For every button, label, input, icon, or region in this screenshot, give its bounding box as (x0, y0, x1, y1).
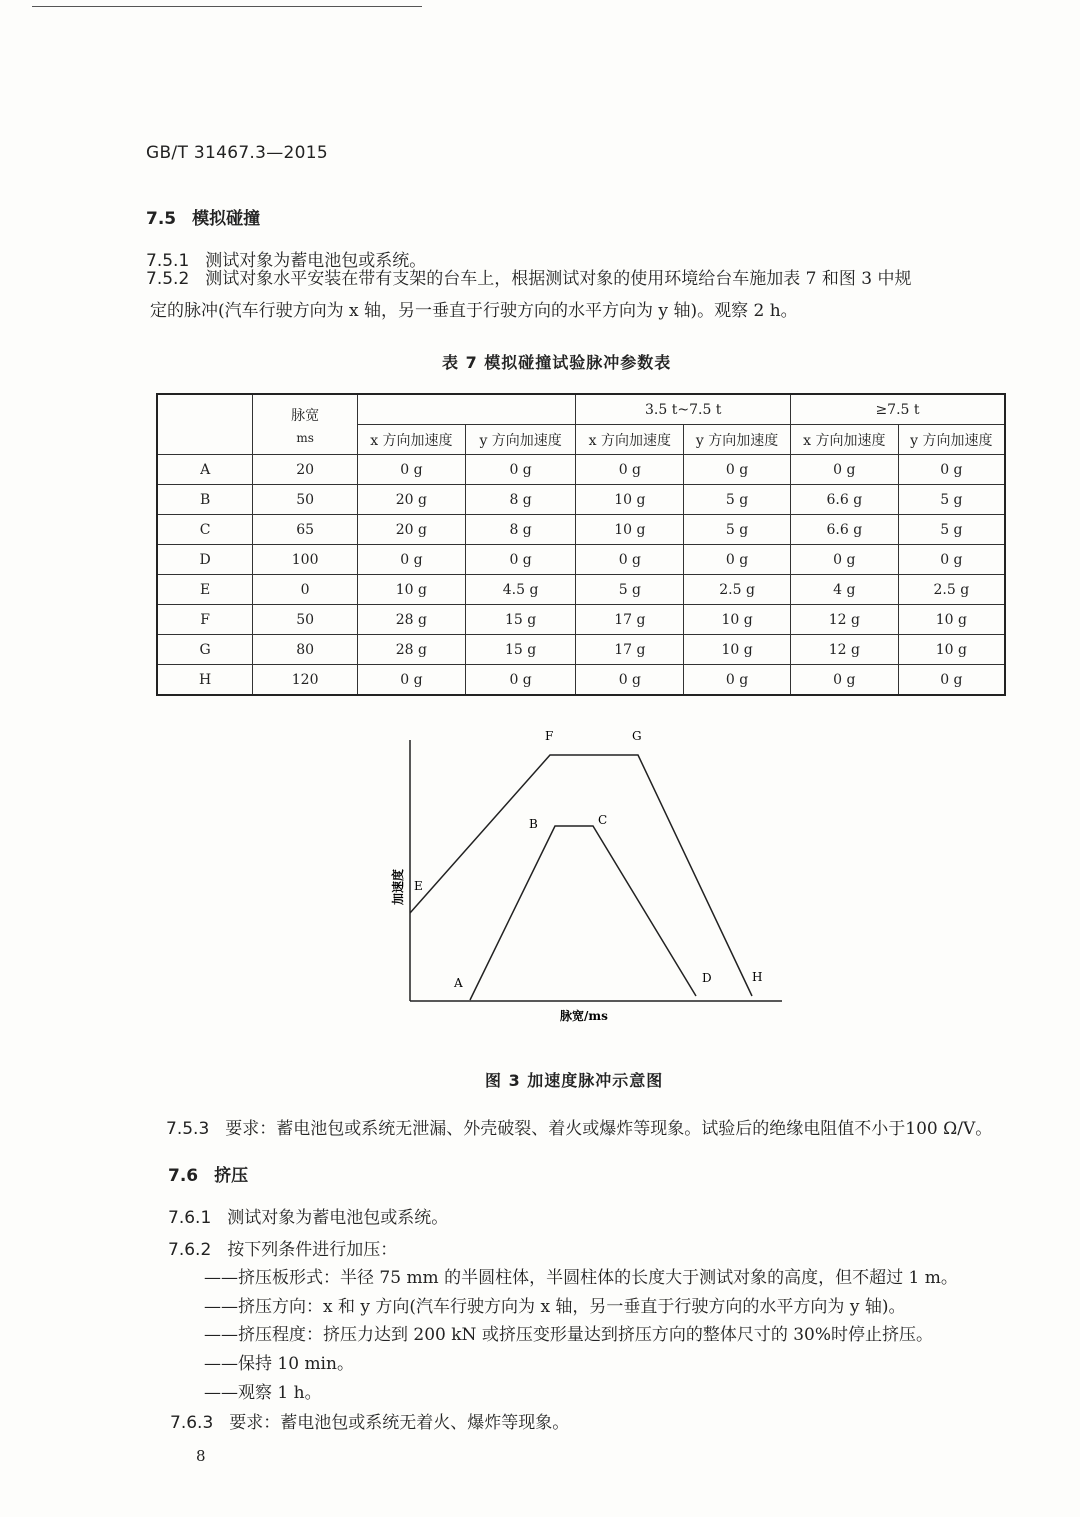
table-row (157, 605, 1005, 635)
table-cell-acceleration: 4 g (790, 575, 898, 605)
clause-7-6-1: 7.6.1 测试对象为蓄电池包或系统。 (168, 1208, 449, 1228)
table-cell-acceleration: 10 g (684, 635, 791, 665)
table-cell-acceleration: 0 g (576, 455, 684, 485)
table-cell-acceleration: 10 g (898, 605, 1005, 635)
table-cell-acceleration: 0 g (898, 455, 1005, 485)
clause-7-6-3: 7.6.3 要求：蓄电池包或系统无着火、爆炸等现象。 (170, 1413, 570, 1433)
sub-header-y: y 方向加速度 (465, 425, 576, 455)
table-cell-acceleration: 15 g (465, 605, 576, 635)
table-cell-acceleration: 5 g (684, 485, 791, 515)
sub-header-y: y 方向加速度 (898, 425, 1005, 455)
table-cell-acceleration: 10 g (684, 605, 791, 635)
pulse-abcd-line (470, 826, 696, 1000)
top-rule (32, 6, 422, 7)
table-cell-acceleration: 15 g (465, 635, 576, 665)
table-cell-acceleration: 20 g (358, 485, 466, 515)
point-label-f: F (545, 729, 554, 743)
point-label-a: A (454, 976, 463, 990)
table-cell-acceleration: 0 g (358, 455, 466, 485)
table-cell-acceleration: 0 g (358, 545, 466, 575)
clause-7-5-2: 7.5.2 测试对象水平安装在带有支架的台车上，根据测试对象的使用环境给台车施加表 7 和图 3 中规 (146, 269, 912, 289)
table-cell-acceleration: 8 g (465, 515, 576, 545)
table-cell-point: H (157, 665, 253, 696)
standard-id: GB/T 31467.3—2015 (146, 143, 329, 163)
table-cell-pulse-width: 50 (253, 485, 358, 515)
clause-7-5-2-cont: 定的脉冲(汽车行驶方向为 x 轴，另一垂直于行驶方向的水平方向为 y 轴)。观察 2 h。 (150, 301, 798, 321)
table-row (157, 635, 1005, 665)
table-cell-acceleration: 0 g (465, 455, 576, 485)
page-number: 8 (196, 1447, 206, 1465)
table-cell-acceleration: 6.6 g (790, 515, 898, 545)
table-row (157, 545, 1005, 575)
table-cell-acceleration: 12 g (790, 635, 898, 665)
table-cell-acceleration: 0 g (790, 665, 898, 696)
table-cell-acceleration: 0 g (358, 665, 466, 696)
table-cell-acceleration: 10 g (898, 635, 1005, 665)
sub-header-x: x 方向加速度 (576, 425, 684, 455)
table-cell-acceleration: 28 g (358, 635, 466, 665)
point-label-b: B (529, 817, 538, 831)
table-cell-acceleration: 5 g (898, 485, 1005, 515)
table-row (157, 515, 1005, 545)
list-item: ——保持 10 min。 (204, 1354, 354, 1374)
list-item: ——挤压板形式：半径 75 mm 的半圆柱体，半圆柱体的长度大于测试对象的高度，但不超过 1 m。 (204, 1268, 958, 1288)
sub-header-x: x 方向加速度 (358, 425, 466, 455)
table-cell-acceleration: 8 g (465, 485, 576, 515)
table-cell-acceleration: 17 g (576, 605, 684, 635)
table-cell-pulse-width: 65 (253, 515, 358, 545)
table-cell-pulse-width: 120 (253, 665, 358, 696)
figure-3-pulse-diagram (380, 720, 800, 1040)
figure-3-caption: 图 3 加速度脉冲示意图 (485, 1071, 664, 1090)
list-item: ——观察 1 h。 (204, 1383, 322, 1403)
table-cell-acceleration: 0 g (898, 665, 1005, 696)
clause-7-6-2: 7.6.2 按下列条件进行加压： (168, 1240, 398, 1260)
table-cell-acceleration: 10 g (358, 575, 466, 605)
point-label-h: H (752, 970, 763, 984)
table-cell-acceleration: 5 g (684, 515, 791, 545)
table-cell-acceleration: 0 g (790, 455, 898, 485)
table-cell-pulse-width: 100 (253, 545, 358, 575)
table-cell-acceleration: 0 g (465, 545, 576, 575)
table-cell-acceleration: 5 g (898, 515, 1005, 545)
table-cell-acceleration: 10 g (576, 515, 684, 545)
table-7 (156, 393, 1006, 696)
table-cell-acceleration: 5 g (576, 575, 684, 605)
sub-header-y: y 方向加速度 (684, 425, 791, 455)
pulse-efgh-line (410, 755, 752, 996)
table-cell-acceleration: 28 g (358, 605, 466, 635)
table-cell-point: G (157, 635, 253, 665)
table-cell-pulse-width: 50 (253, 605, 358, 635)
point-label-c: C (598, 813, 608, 827)
table-cell-acceleration: 12 g (790, 605, 898, 635)
point-label-g: G (632, 729, 642, 743)
table-cell-acceleration: 0 g (576, 545, 684, 575)
clause-7-5-3: 7.5.3 要求：蓄电池包或系统无泄漏、外壳破裂、着火或爆炸等现象。试验后的绝缘电阻值不小于100 Ω/V。 (166, 1119, 993, 1139)
clause-7-5-1: 7.5.1 测试对象为蓄电池包或系统。 (146, 251, 427, 271)
table-cell-acceleration: 2.5 g (684, 575, 791, 605)
table-cell-acceleration: 4.5 g (465, 575, 576, 605)
table-cell-point: C (157, 515, 253, 545)
table-cell-point: A (157, 455, 253, 485)
table-cell-acceleration: 0 g (465, 665, 576, 696)
table-cell-point: D (157, 545, 253, 575)
sub-header-x: x 方向加速度 (790, 425, 898, 455)
table-cell-pulse-width: 20 (253, 455, 358, 485)
table-cell-acceleration: 17 g (576, 635, 684, 665)
group-header-3: ≥7.5 t (790, 394, 1005, 425)
table-cell-acceleration: 0 g (898, 545, 1005, 575)
pulse-width-header: 脉宽 ms (253, 394, 358, 455)
list-item: ——挤压程度：挤压力达到 200 kN 或挤压变形量达到挤压方向的整体尺寸的 30%时停止挤压。 (204, 1325, 934, 1345)
group-header-1 (358, 394, 576, 425)
table-cell-acceleration: 2.5 g (898, 575, 1005, 605)
table-row (157, 455, 1005, 485)
section-7-5-heading: 7.5 模拟碰撞 (146, 209, 261, 229)
list-item: ——挤压方向：x 和 y 方向(汽车行驶方向为 x 轴，另一垂直于行驶方向的水平方向为 y 轴)。 (204, 1297, 906, 1317)
table-cell-acceleration: 0 g (576, 665, 684, 696)
y-axis-label: 加速度 (391, 868, 405, 905)
point-label-d: D (702, 971, 712, 985)
table-cell-acceleration: 0 g (790, 545, 898, 575)
table-cell-point: F (157, 605, 253, 635)
x-axis-label: 脉宽/ms (560, 1009, 608, 1023)
table-cell-acceleration: 0 g (684, 455, 791, 485)
point-label-e: E (414, 879, 423, 893)
table-cell-acceleration: 20 g (358, 515, 466, 545)
section-7-6-heading: 7.6 挤压 (168, 1166, 249, 1186)
table-cell-acceleration: 6.6 g (790, 485, 898, 515)
table-cell-pulse-width: 0 (253, 575, 358, 605)
table-row (157, 575, 1005, 605)
table-7-caption: 表 7 模拟碰撞试验脉冲参数表 (442, 353, 672, 372)
table-row (157, 665, 1005, 696)
table-row (157, 485, 1005, 515)
group-header-2: 3.5 t~7.5 t (576, 394, 790, 425)
table-cell-acceleration: 10 g (576, 485, 684, 515)
table-cell-acceleration: 0 g (684, 545, 791, 575)
table-cell-acceleration: 0 g (684, 665, 791, 696)
table-cell-pulse-width: 80 (253, 635, 358, 665)
table-cell-point: E (157, 575, 253, 605)
table-cell-point: B (157, 485, 253, 515)
table-corner-cell (157, 394, 253, 455)
